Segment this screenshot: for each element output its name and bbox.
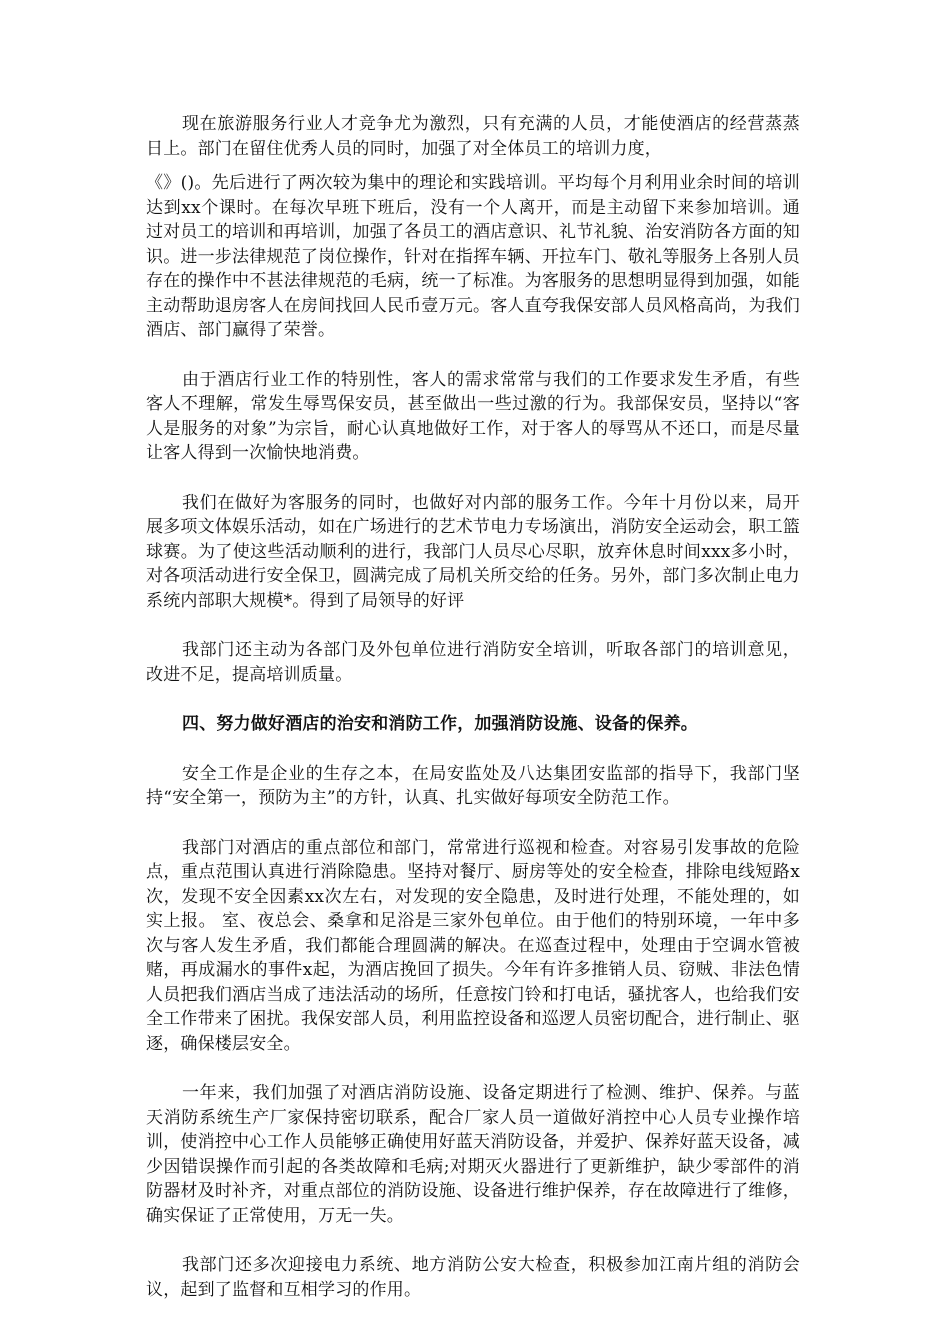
paragraph-training-details: 《》()。先后进行了两次较为集中的理论和实践培训。平均每个月利用业余时间的培训达到xx个课时。在每次早班下班后，没有一个人离开，而是主动留下来参加培训。通过对员工的培训和再培训，加强了各员工的酒店意识、礼节礼貌、治安消防各方面的知识。进一步法律规范了岗位操作，针对在指挥车辆、开拉车门、敬礼等服务上各别人员存在的操作中不甚法律规范的毛病，统一了标准。为客服务的思想明显得到加强，如能主动帮助退房客人在房间找回人民币壹万元。客人直夸我保安部人员风格高尚，为我们酒店、部门赢得了荣誉。 xyxy=(146,173,800,340)
paragraph-patrol-inspection: 我部门对酒店的重点部位和部门，常常进行巡视和检查。对容易引发事故的危险点，重点范围认真进行消除隐患。坚持对餐厅、厨房等处的安全检查，排除电线短路x次，发现不安全因素xx次左右，对发现的安全隐患，及时进行处理，不能处理的，如实上报。 室、夜总会、桑拿和足浴是三家外包单位。由于他们的特别环境，一年中多次与客人发生矛盾，我们都能合理圆满的解决。在巡查过程中，处理由于空调水管被赌，再成漏水的事件x起，为酒店挽回了损失。今年有许多推销人员、窃贼、非法色情人员把我们酒店当成了违法活动的场所，任意按门铃和打电话，骚扰客人，也给我们安全工作带来了困扰。我保安部人员，利用监控设备和巡逻人员密切配合，进行制止、驱逐，确保楼层安全。 xyxy=(146,837,800,1054)
paragraph-inspections: 我部门还多次迎接电力系统、地方消防公安大检查，积极参加江南片组的消防会议，起到了监督和互相学习的作用。 xyxy=(146,1255,800,1300)
paragraph-training-intro: 现在旅游服务行业人才竞争尤为激烈，只有充满的人员，才能使酒店的经营蒸蒸日上。部门在留住优秀人员的同时，加强了对全体员工的培训力度， xyxy=(146,114,800,159)
paragraph-fire-training: 我部门还主动为各部门及外包单位进行消防安全培训，听取各部门的培训意见，改进不足，提高培训质量。 xyxy=(146,640,800,685)
paragraph-safety-policy: 安全工作是企业的生存之本，在局安监处及八达集团安监部的指导下，我部门坚持“安全第一，预防为主”的方针，认真、扎实做好每项安全防范工作。 xyxy=(146,763,800,808)
paragraph-internal-service: 我们在做好为客服务的同时，也做好对内部的服务工作。今年十月份以来，局开展多项文体娱乐活动，如在广场进行的艺术节电力专场演出，消防安全运动会，职工篮球赛。为了使这些活动顺利的进行，我部门人员尽心尽职，放弃休息时间xxx多小时，对各项活动进行安全保卫，圆满完成了局机关所交给的任务。另外，部门多次制止电力系统内部职大规模*。得到了局领导的好评 xyxy=(146,492,800,611)
section-heading-four: 四、努力做好酒店的治安和消防工作，加强消防设施、设备的保养。 xyxy=(182,714,698,734)
paragraph-fire-equipment: 一年来，我们加强了对酒店消防设施、设备定期进行了检测、维护、保养。与蓝天消防系统生产厂家保持密切联系，配合厂家人员一道做好消控中心人员专业操作培训，使消控中心工作人员能够正确使用好蓝天消防设备，并爱护、保养好蓝天设备，减少因错误操作而引起的各类故障和毛病;对期灭火器进行了更新维护，缺少零部件的消防器材及时补齐，对重点部位的消防设施、设备进行维护保养，存在故障进行了维修，确实保证了正常使用，万无一失。 xyxy=(146,1083,800,1226)
paragraph-guest-conflicts: 由于酒店行业工作的特别性，客人的需求常常与我们的工作要求发生矛盾，有些客人不理解，常发生辱骂保安员，甚至做出一些过激的行为。我部保安员，坚持以“客人是服务的对象”为宗旨，耐心认真地做好工作，对于客人的辱骂从不还口，而是尽量让客人得到一次愉快地消费。 xyxy=(146,369,800,463)
document-page xyxy=(146,112,800,1327)
